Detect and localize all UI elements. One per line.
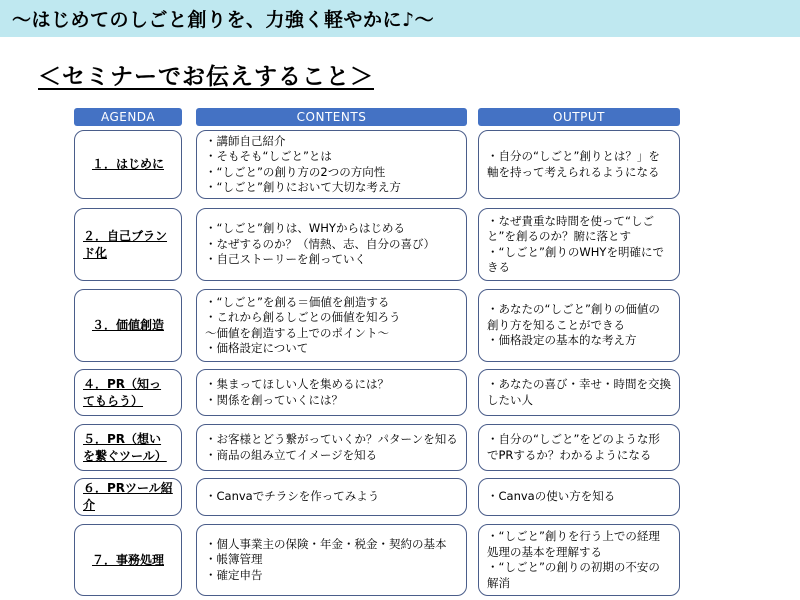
agenda-item xyxy=(74,289,182,362)
output-line: ・価格設定の基本的な考え方 xyxy=(487,333,637,348)
contents-line: ・これから創るしごとの価値を知ろう xyxy=(205,310,401,324)
contents-line: ・講師自己紹介 xyxy=(205,133,286,148)
contents-line: ・帳簿管理 xyxy=(205,552,263,567)
agenda-item-label: ２．自己ブランド化 xyxy=(83,228,168,260)
output-box xyxy=(478,478,680,516)
output-line: ・Canvaの使い方を知る xyxy=(487,489,616,504)
contents-box xyxy=(196,130,467,199)
page-title: ～はじめてのしごと創りを、力強く軽やかに♪～ xyxy=(12,9,435,31)
output-box xyxy=(478,369,680,416)
agenda-item-label: ７．事務処理 xyxy=(91,552,164,567)
agenda-item xyxy=(74,524,182,596)
agenda-item-label: ６．PRツール紹介 xyxy=(83,481,173,512)
contents-line: ・そもそも“しごと”とは xyxy=(205,149,332,163)
contents-line: ・確定申告 xyxy=(205,567,263,582)
contents-line: ・お客様とどう繋がっていくか？パターンを知る xyxy=(205,432,458,446)
contents-line: ・Canvaでチラシを作ってみよう xyxy=(205,489,380,504)
agenda-item xyxy=(74,369,182,416)
output-line: ・なぜ貴重な時間を使って“しごと”を創るのか？腑に落とす xyxy=(487,213,654,243)
contents-line: ・価格設定について xyxy=(205,341,309,355)
output-line: ・“しごと”創りを行う上での経理処理の基本を理解する xyxy=(487,529,660,559)
contents-box xyxy=(196,208,467,281)
contents-box xyxy=(196,478,467,516)
output-line: ・“しごと”創りのWHYを明確にできる xyxy=(487,244,664,274)
contents-box xyxy=(196,289,467,362)
contents-box xyxy=(196,524,467,596)
contents-line: ・関係を創っていくには？ xyxy=(205,392,343,407)
output-box xyxy=(478,289,680,362)
agenda-item-label: ４．PR（知ってもらう） xyxy=(83,376,162,408)
section-heading: ＜セミナーでお伝えすること＞ xyxy=(38,64,374,90)
contents-line: ・自己ストーリーを創っていく xyxy=(205,252,366,267)
agenda-item xyxy=(74,424,182,471)
output-box xyxy=(478,208,680,281)
title-banner xyxy=(0,0,800,37)
contents-line: ・集まってほしい人を集めるには？ xyxy=(205,377,389,391)
agenda-item-label: ５．PR（想いを繋ぐツール） xyxy=(83,431,167,463)
contents-line: ・“しごと”を創る＝価値を創造する xyxy=(205,294,390,309)
agenda-item-label: １．はじめに xyxy=(91,157,164,171)
contents-line: ・“しごと”創りにおいて大切な考え方 xyxy=(205,180,401,194)
contents-box xyxy=(196,424,467,471)
contents-line: ・なぜするのか？（情熱、志、自分の喜び） xyxy=(205,236,435,251)
output-line: ・あなたの“しごと”創りの価値の創り方を知ることができる xyxy=(487,302,660,332)
output-column-header: OUTPUT xyxy=(478,108,680,126)
contents-line: ・“しごと”創りは、WHYからはじめる xyxy=(205,221,405,236)
contents-column-header: CONTENTS xyxy=(196,108,467,126)
agenda-item-label: ３．価値創造 xyxy=(91,318,164,332)
agenda-item xyxy=(74,478,182,516)
output-box xyxy=(478,130,680,199)
contents-box xyxy=(196,369,467,416)
contents-line: ・個人事業主の保険・年金・税金・契約の基本 xyxy=(205,536,447,551)
output-line: ・自分の“しごと”創りとは？」を軸を持って考えられるようになる xyxy=(487,149,660,179)
output-line: ・自分の“しごと”をどのような形でPRするか？わかるようになる xyxy=(487,432,660,462)
agenda-column-header: AGENDA xyxy=(74,108,182,126)
output-line: ・“しごと”の創りの初期の不安の解消 xyxy=(487,560,660,590)
contents-line: ～価値を創造する上でのポイント～ xyxy=(205,325,389,340)
agenda-item xyxy=(74,130,182,199)
output-line: ・あなたの喜び・幸せ・時間を交換したい人 xyxy=(487,377,671,407)
contents-line: ・“しごと”の創り方の2つの方向性 xyxy=(205,164,386,179)
agenda-item xyxy=(74,208,182,281)
contents-line: ・商品の組み立てイメージを知る xyxy=(205,447,378,462)
output-box xyxy=(478,524,680,596)
output-box xyxy=(478,424,680,471)
